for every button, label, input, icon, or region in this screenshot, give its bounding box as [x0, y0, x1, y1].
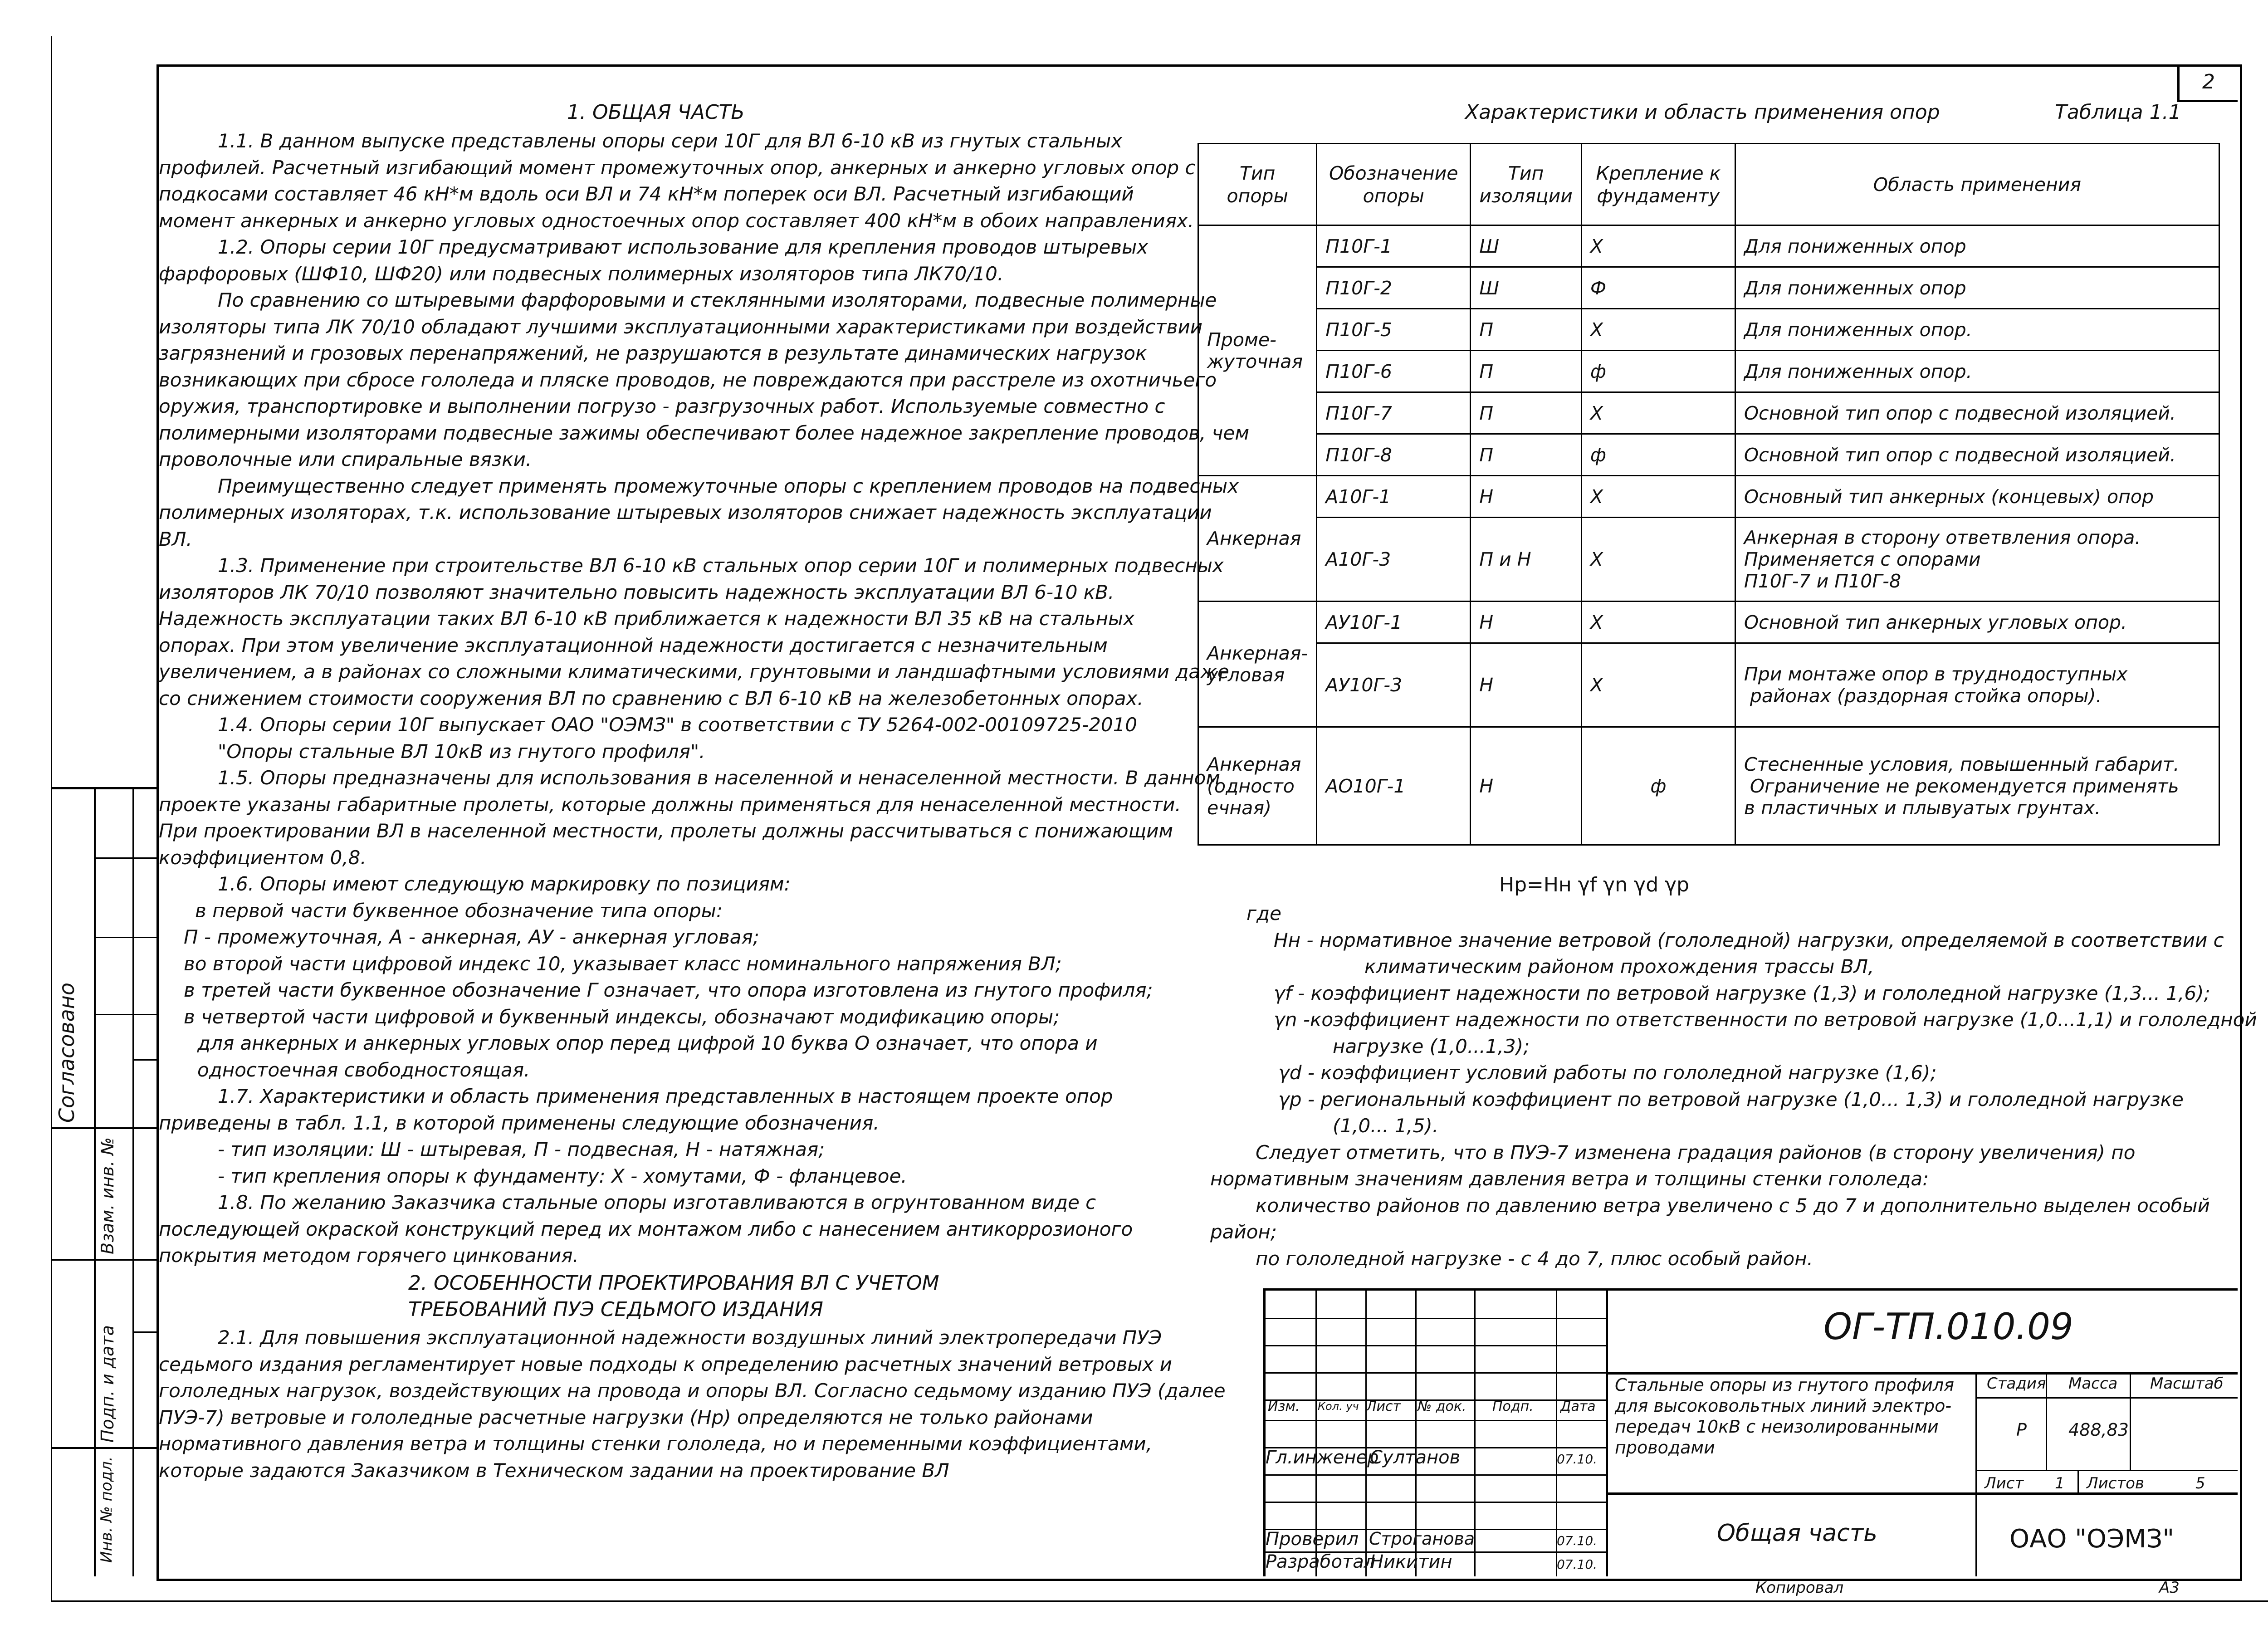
text-line: γp - региональный коэффициент по ветровой нагрузке (1,0... 1,3) и гололедной нагрузке [1278, 1088, 2184, 1111]
text-line: район; [1210, 1221, 1277, 1243]
table-row [1198, 434, 2219, 476]
designation-cell: П10Г-8 [1317, 434, 1471, 476]
text-line: проекте указаны габаритные пролеты, которые должны применяться для ненаселенной местности. [159, 793, 1181, 816]
text-line: γf - коэффициент надежности по ветровой нагрузке (1,3) и гололедной нагрузке (1,3... 1,6); [1274, 982, 2210, 1004]
mounting-cell: ф [1581, 351, 1735, 392]
designation-cell: АУ10Г-1 [1317, 602, 1471, 643]
text-line: для анкерных и анкерных угловых опор перед цифрой 10 буква О означает, что опора и [197, 1032, 1098, 1054]
doc-code: ОГ-ТП.010.09 [1823, 1306, 2073, 1348]
application-cell: Для пониженных опор [1735, 225, 2219, 267]
text-line: оружия, транспортировке и выполнении погрузо - разгрузочных работ. Используемые совместно с [159, 395, 1165, 417]
insulation-cell: Ш [1471, 267, 1582, 309]
sheet-value: 1 [2055, 1474, 2065, 1492]
text-line: увеличением, а в районах со сложными климатическими, грунтовыми и ландшафтными условиями даже [159, 660, 1229, 683]
person3-date: 07.10. [1557, 1557, 1598, 1572]
mass-label: Масса [2068, 1375, 2118, 1393]
sheet-number-box [2177, 64, 2238, 102]
support-type-cell: Анкерная (односто ечная) [1198, 727, 1317, 845]
text-line: фарфоровых (ШФ10, ШФ20) или подвесных полимерных изоляторов типа ЛК70/10. [159, 262, 1004, 285]
text-line: 1.6. Опоры имеют следующую маркировку по позициям: [218, 873, 791, 895]
text-line: в четвертой части цифровой и буквенный индексы, обозначают модификацию опоры; [184, 1005, 1060, 1028]
insulation-cell: П и Н [1471, 518, 1582, 602]
sheet-number: 2 [2202, 70, 2215, 93]
designation-cell: П10Г-2 [1317, 267, 1471, 309]
formula-where: где [1246, 902, 1281, 925]
text-line: изоляторы типа ЛК 70/10 обладают лучшими эксплуатационными характеристиками при воздействии [159, 315, 1203, 338]
designation-cell: П10Г-5 [1317, 309, 1471, 351]
insulation-cell: Н [1471, 602, 1582, 643]
text-line: в первой части буквенное обозначение типа опоры: [195, 899, 723, 922]
support-type-cell: Анкерная [1198, 476, 1317, 602]
application-cell: Основной тип опор с подвесной изоляцией. [1735, 434, 2219, 476]
section2-title-line1: 2. ОСОБЕННОСТИ ПРОЕКТИРОВАНИЯ ВЛ С УЧЕТОМ [408, 1272, 939, 1295]
person3-role: Разработал [1266, 1551, 1376, 1572]
text-line: коэффициентом 0,8. [159, 846, 367, 869]
text-line: климатическим районом прохождения трассы ВЛ, [1364, 955, 1874, 978]
hdr-podp: Подп. [1492, 1399, 1534, 1414]
text-line: - тип крепления опоры к фундаменту: Х - хомутами, Ф - фланцевое. [218, 1164, 907, 1187]
insulation-cell: П [1471, 392, 1582, 434]
margin-podp-data-label: Подп. и дата [98, 1325, 117, 1443]
text-line: ВЛ. [159, 528, 192, 550]
spec-table [1198, 143, 2220, 846]
person2-role: Проверил [1266, 1529, 1359, 1550]
text-line: приведены в табл. 1.1, в которой применены следующие обозначения. [159, 1111, 880, 1134]
designation-cell: А10Г-1 [1317, 476, 1471, 518]
text-line: По сравнению со штыревыми фарфоровыми и стеклянными изоляторами, подвесные полимерные [218, 289, 1217, 311]
text-line: момент анкерных и анкерно угловых одностоечных опор составляет 400 кН*м в обоих направлениях. [159, 209, 1194, 232]
text-line: в третей части буквенное обозначение Г означает, что опора изготовлена из гнутого профиля; [184, 979, 1153, 1001]
mass-value: 488,83 [2068, 1420, 2129, 1440]
margin-vzam-label: Взам. инв. № [98, 1137, 117, 1254]
table-row [1198, 518, 2219, 602]
text-line: нормативным значениям давления ветра и толщины стенки гололеда: [1210, 1168, 1929, 1190]
mounting-cell: Х [1581, 518, 1735, 602]
text-line: полимерных изоляторах, т.к. использование штыревых изоляторов снижает надежность эксплуатации [159, 501, 1212, 523]
application-cell: Основной тип опор с подвесной изоляцией. [1735, 392, 2219, 434]
text-line: Нн - нормативное значение ветровой (гололедной) нагрузки, определяемой в соответствии с [1274, 929, 2224, 951]
hdr-izm: Изм. [1268, 1399, 1300, 1414]
stage-label: Стадия [1987, 1375, 2046, 1393]
sheet-name: Общая часть [1717, 1520, 1877, 1547]
table-row [1198, 392, 2219, 434]
mounting-cell: ф [1581, 434, 1735, 476]
table-row [1198, 225, 2219, 267]
sheet-label: Лист [1984, 1474, 2024, 1492]
company-name: ОАО "ОЭМЗ" [2009, 1524, 2175, 1554]
application-cell: Стесненные условия, повышенный габарит. Ограничение не рекомендуется применять в пластичных и плывуатых грунтах. [1735, 727, 2219, 845]
text-line: количество районов по давлению ветра увеличено с 5 до 7 и дополнительно выделен особый [1256, 1194, 2210, 1217]
person1-date: 07.10. [1557, 1452, 1598, 1467]
text-line: 1.4. Опоры серии 10Г выпускает ОАО "ОЭМЗ" в соответствии с ТУ 5264-002-00109725-2010 [218, 714, 1138, 736]
text-line: нормативного давления ветра и толщины стенки гололеда, но и переменными коэффициентами, [159, 1433, 1153, 1455]
copied-label: Копировал [1755, 1579, 1844, 1597]
text-line: проволочные или спиральные вязки. [159, 448, 532, 470]
person2-name: Строганова [1369, 1529, 1475, 1549]
text-line: Следует отметить, что в ПУЭ-7 изменена градация районов (в сторону увеличения) по [1256, 1141, 2136, 1164]
description-line: передач 10кВ с неизолированными [1615, 1417, 1939, 1437]
text-line: γn -коэффициент надежности по ответственности по ветровой нагрузке (1,0...1,1) и гололедной [1274, 1008, 2257, 1031]
text-line: покрытия методом горячего цинкования. [159, 1244, 579, 1267]
designation-cell: А10Г-3 [1317, 518, 1471, 602]
text-line: опорах. При этом увеличение эксплуатационной надежности достигается с незначительным [159, 634, 1108, 656]
application-cell: Для пониженных опор [1735, 267, 2219, 309]
doc-description [1615, 1375, 1954, 1458]
mounting-cell: Ф [1581, 267, 1735, 309]
scale-label: Масштаб [2150, 1375, 2224, 1393]
table-row [1198, 643, 2219, 727]
application-cell: При монтаже опор в труднодоступных районах (раздорная стойка опоры). [1735, 643, 2219, 727]
text-line: во второй части цифровой индекс 10, указывает класс номинального напряжения ВЛ; [184, 952, 1062, 975]
text-line: 2.1. Для повышения эксплуатационной надежности воздушных линий электропередачи ПУЭ [218, 1326, 1162, 1349]
application-cell: Основной тип анкерных угловых опор. [1735, 602, 2219, 643]
mounting-cell: Х [1581, 225, 1735, 267]
table-row [1198, 267, 2219, 309]
stage-value: Р [2016, 1420, 2027, 1440]
text-line: - тип изоляции: Ш - штыревая, П - подвесная, Н - натяжная; [218, 1138, 825, 1160]
hdr-list: Лист [1366, 1399, 1401, 1414]
section1-body [159, 128, 1249, 1269]
header-insulation: Тип изоляции [1471, 144, 1582, 225]
insulation-cell: П [1471, 434, 1582, 476]
text-line: по гололедной нагрузке - с 4 до 7, плюс особый район. [1256, 1247, 1813, 1270]
text-line: изоляторов ЛК 70/10 позволяют значительно повысить надежность эксплуатации ВЛ 6-10 кВ. [159, 581, 1114, 603]
application-cell: Основный тип анкерных (концевых) опор [1735, 476, 2219, 518]
text-line: ПУЭ-7) ветровые и гололедные расчетные нагрузки (Нр) определяются не только районами [159, 1406, 1093, 1429]
application-cell: Для пониженных опор. [1735, 351, 2219, 392]
support-type-cell: Проме- жуточная [1198, 225, 1317, 476]
margin-agreed-label: Согласовано [54, 983, 79, 1123]
text-line: "Опоры стальные ВЛ 10кВ из гнутого профиля". [218, 740, 705, 763]
text-line: 1.7. Характеристики и область применения представленных в настоящем проекте опор [218, 1085, 1113, 1107]
text-line: полимерными изоляторами подвесные зажимы обеспечивают более надежное закрепление проводов, чем [159, 421, 1250, 444]
formula: Нр=Нн γf γn γd γp [1499, 873, 1690, 896]
text-line: со снижением стоимости сооружения ВЛ по сравнению с ВЛ 6-10 кВ на железобетонных опорах. [159, 687, 1144, 709]
text-line: Преимущественно следует применять промежуточные опоры с креплением проводов на подвесных [218, 475, 1239, 497]
format-label: А3 [2159, 1579, 2180, 1597]
person3-name: Никитин [1370, 1551, 1452, 1572]
designation-cell: П10Г-1 [1317, 225, 1471, 267]
hdr-data: Дата [1560, 1399, 1596, 1414]
text-line: профилей. Расчетный изгибающий момент промежуточных опор, анкерных и анкерно угловых опор с [159, 156, 1196, 179]
text-line: одностоечная свободностоящая. [197, 1058, 530, 1081]
text-line: 1.1. В данном выпуске представлены опоры сери 10Г для ВЛ 6-10 кВ из гнутых стальных [218, 130, 1123, 152]
mounting-cell: ф [1581, 727, 1735, 845]
insulation-cell: П [1471, 351, 1582, 392]
text-line: 1.3. Применение при строительстве ВЛ 6-10 кВ стальных опор серии 10Г и полимерных подвесных [218, 554, 1224, 577]
text-line: (1,0... 1,5). [1333, 1115, 1439, 1137]
mounting-cell: Х [1581, 309, 1735, 351]
insulation-cell: Н [1471, 727, 1582, 845]
text-line: 1.5. Опоры предназначены для использования в населенной и ненаселенной местности. В данном [218, 767, 1221, 789]
text-line: Надежность эксплуатации таких ВЛ 6-10 кВ приближается к надежности ВЛ 35 кВ на стальных [159, 607, 1135, 630]
designation-cell: АУ10Г-3 [1317, 643, 1471, 727]
section2-body [159, 1325, 1226, 1484]
sheets-value: 5 [2195, 1474, 2205, 1492]
text-line: которые задаются Заказчиком в Техническом задании на проектирование ВЛ [159, 1459, 949, 1482]
hdr-ndok: № док. [1418, 1399, 1466, 1414]
formula-explanation [1210, 900, 2257, 1272]
text-line: последующей окраской конструкций перед их монтажом либо с нанесением антикоррозионого [159, 1218, 1133, 1240]
table-row [1198, 309, 2219, 351]
text-line: седьмого издания регламентирует новые подходы к определению расчетных значений ветровых и [159, 1353, 1172, 1375]
text-line: загрязнений и грозовых перенапряжений, не разрушаются в результате динамических нагрузок [159, 342, 1147, 364]
table-row [1198, 476, 2219, 518]
application-cell: Анкерная в сторону ответвления опора. Применяется с опорами П10Г-7 и П10Г-8 [1735, 518, 2219, 602]
text-line: подкосами составляет 46 кН*м вдоль оси ВЛ и 74 кН*м поперек оси ВЛ. Расчетный изгибающий [159, 183, 1134, 205]
description-line: проводами [1615, 1438, 1715, 1458]
outer-frame-bottom [51, 1600, 2268, 1602]
text-line: нагрузке (1,0...1,3); [1333, 1035, 1530, 1057]
text-line: гололедных нагрузок, воздействующих на провода и опоры ВЛ. Согласно седьмому изданию ПУЭ (далее [159, 1380, 1226, 1402]
table-caption: Характеристики и область применения опор [1465, 101, 1940, 124]
insulation-cell: Н [1471, 476, 1582, 518]
table-row [1198, 351, 2219, 392]
description-line: Стальные опоры из гнутого профиля [1615, 1375, 1954, 1395]
text-line: возникающих при сбросе гололеда и пляске проводов, не повреждаются при расстреле из охотничьего [159, 368, 1217, 391]
section2-title-line2: ТРЕБОВАНИЙ ПУЭ СЕДЬМОГО ИЗДАНИЯ [408, 1298, 823, 1321]
insulation-cell: П [1471, 309, 1582, 351]
mounting-cell: Х [1581, 643, 1735, 727]
table-row [1198, 727, 2219, 845]
support-type-cell: Анкерная- угловая [1198, 602, 1317, 727]
designation-cell: П10Г-7 [1317, 392, 1471, 434]
mounting-cell: Х [1581, 602, 1735, 643]
hdr-kol: Кол. уч [1318, 1400, 1359, 1413]
insulation-cell: Н [1471, 643, 1582, 727]
designation-cell: П10Г-6 [1317, 351, 1471, 392]
text-line: 1.8. По желанию Заказчика стальные опоры изготавливаются в огрунтованном виде с [218, 1191, 1096, 1213]
table-row [1198, 602, 2219, 643]
person1-name: Султанов [1370, 1447, 1461, 1468]
mounting-cell: Х [1581, 476, 1735, 518]
sheets-label: Листов [2087, 1474, 2145, 1492]
header-application: Область применения [1735, 144, 2219, 225]
section1-title: 1. ОБЩАЯ ЧАСТЬ [567, 101, 745, 124]
header-type: Тип опоры [1198, 144, 1317, 225]
mounting-cell: Х [1581, 392, 1735, 434]
table-number: Таблица 1.1 [2055, 101, 2181, 124]
header-mounting: Крепление к фундаменту [1581, 144, 1735, 225]
insulation-cell: Ш [1471, 225, 1582, 267]
text-line: П - промежуточная, А - анкерная, АУ - анкерная угловая; [184, 926, 759, 948]
application-cell: Для пониженных опор. [1735, 309, 2219, 351]
text-line: 1.2. Опоры серии 10Г предусматривают использование для крепления проводов штыревых [218, 236, 1148, 258]
person2-date: 07.10. [1557, 1533, 1598, 1548]
margin-inv-podl-label: Инв. № подл. [98, 1456, 116, 1563]
text-line: При проектировании ВЛ в населенной местности, пролеты должны рассчитываться с понижающим [159, 820, 1173, 842]
description-line: для высоковольтных линий электро- [1615, 1396, 1952, 1416]
person1-role: Гл.инженер [1266, 1447, 1379, 1468]
header-designation: Обозначение опоры [1317, 144, 1471, 225]
designation-cell: АО10Г-1 [1317, 727, 1471, 845]
text-line: γd - коэффициент условий работы по гололедной нагрузке (1,6); [1278, 1062, 1937, 1084]
